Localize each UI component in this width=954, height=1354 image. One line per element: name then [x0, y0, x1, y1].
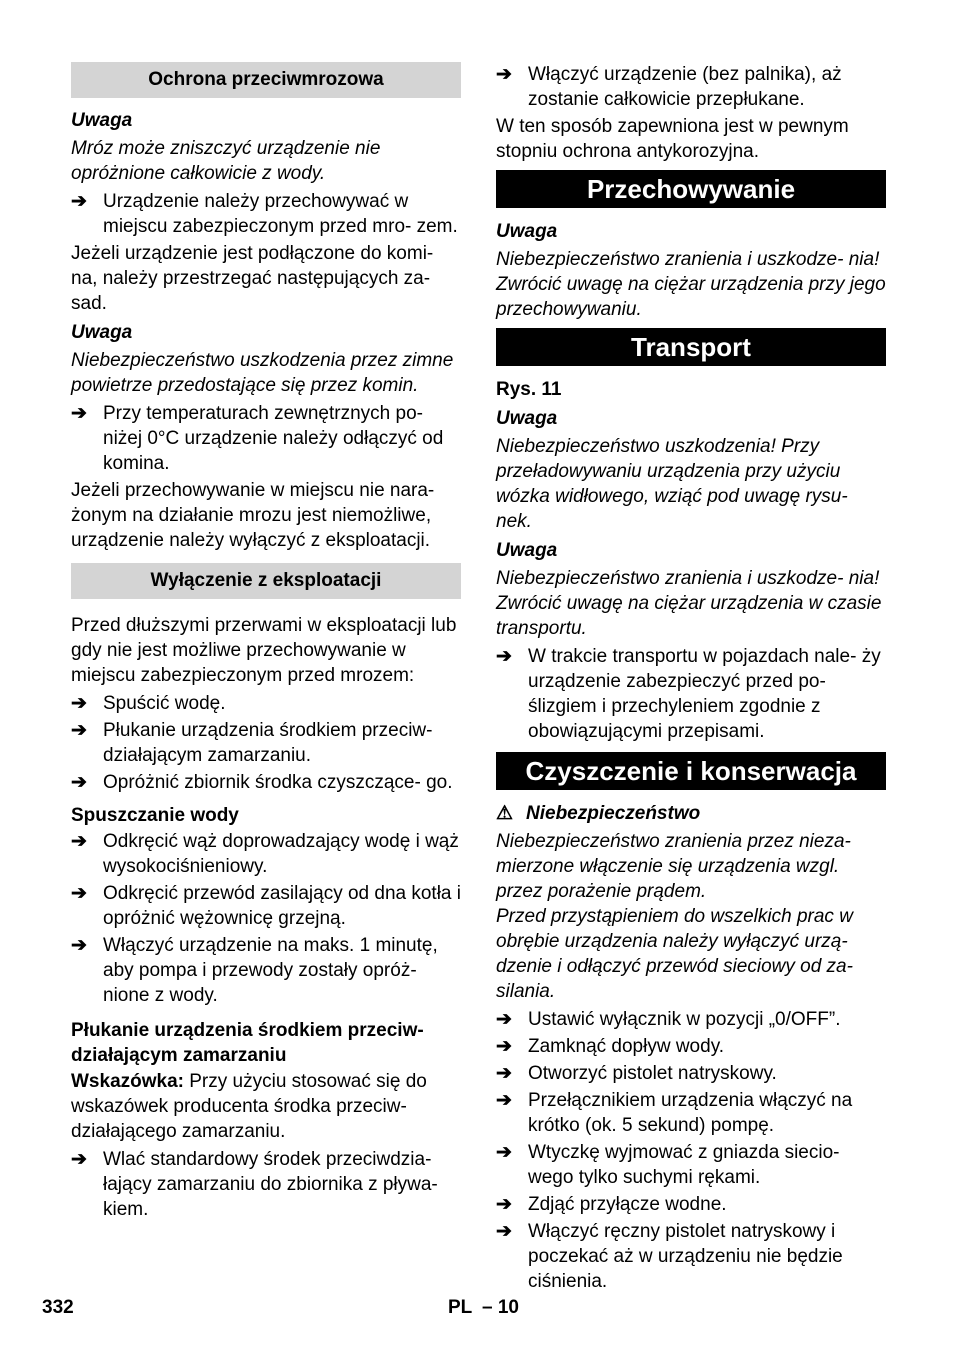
arrow-right-icon: ➔	[496, 1194, 512, 1215]
paragraph: Jeżeli przechowywanie w miejscu nie nara- żonym na działanie mrozu jest niemożliwe, urządzenie należy wyłączyć z eksploatacji.	[71, 480, 435, 551]
bullet-item: ➔ Przełącznikiem urządzenia włączyć na krótko (ok. 5 sekund) pompę.	[496, 1090, 853, 1136]
arrow-right-icon: ➔	[71, 693, 87, 714]
right-column	[496, 62, 886, 1296]
arrow-right-icon: ➔	[496, 1221, 512, 1242]
bullet-item: ➔ Płukanie urządzenia środkiem przeciw- działającym zamarzaniu.	[71, 720, 433, 766]
bullet-item: ➔ Wlać standardowy środek przeciwdzia- łający zamarzaniu do zbiornika z pływa- kiem.	[71, 1149, 438, 1220]
language-code: PL	[448, 1297, 473, 1318]
bullet-item: ➔ Włączyć ręczny pistolet natryskowy i poczekać aż w urządzeniu nie będzie ciśnienia.	[496, 1221, 843, 1292]
bullet-item: ➔ Zdjąć przyłącze wodne.	[496, 1194, 727, 1215]
section-heading-storage: Przechowywanie	[496, 170, 886, 208]
danger-text: Przed przystąpieniem do wszelkich prac w obrębie urządzenia należy wyłączyć urzą- dzenie i odłączyć przewód sieciowy od za- silania.	[496, 906, 853, 1002]
subheading-antifreeze-rinse: Płukanie urządzenia środkiem przeciw- działającym zamarzaniu	[71, 1020, 424, 1066]
danger-label: Niebezpieczeństwo	[526, 803, 701, 824]
arrow-right-icon: ➔	[71, 720, 87, 741]
bullet-item: ➔ Włączyć urządzenie na maks. 1 minutę, aby pompa i przewody zostały opróż- nione z wody.	[71, 935, 438, 1006]
caution-label: Uwaga	[71, 110, 133, 131]
section-heading-cleaning-maintenance: Czyszczenie i konserwacja	[496, 752, 886, 790]
arrow-right-icon: ➔	[496, 1090, 512, 1111]
figure-reference: Rys. 11	[496, 379, 562, 400]
bullet-item: ➔ Zamknąć dopływ wody.	[496, 1036, 725, 1057]
arrow-right-icon: ➔	[71, 1149, 87, 1170]
bullet-item: ➔ Włączyć urządzenie (bez palnika), aż zostanie całkowicie przepłukane.	[496, 64, 842, 110]
arrow-right-icon: ➔	[71, 191, 87, 212]
arrow-right-icon: ➔	[496, 1036, 512, 1057]
arrow-right-icon: ➔	[496, 1063, 512, 1084]
paragraph: W ten sposób zapewniona jest w pewnym stopniu ochrona antykorozyjna.	[496, 116, 849, 162]
section-heading-transport: Transport	[496, 328, 886, 366]
page-number: 332	[42, 1297, 74, 1318]
arrow-right-icon: ➔	[71, 883, 87, 904]
arrow-right-icon: ➔	[71, 403, 87, 424]
bullet-item: ➔ W trakcie transportu w pojazdach nale- ży urządzenie zabezpieczyć przed po- ślizgiem i przechyleniem zgodnie z obowiązującymi przepisami.	[496, 646, 881, 742]
bullet-item: ➔ Opróżnić zbiornik środka czyszczące- go.	[71, 772, 453, 793]
bullet-item: ➔ Ustawić wyłącznik w pozycji „0/OFF”.	[496, 1009, 841, 1030]
caution-label: Uwaga	[496, 221, 558, 242]
note-text: Przy użyciu stosować się do wskazówek producenta środka przeciw- działającego zamarzaniu.	[71, 1071, 427, 1142]
left-column	[71, 62, 461, 1224]
arrow-right-icon: ➔	[496, 1142, 512, 1163]
danger-label-row	[496, 801, 886, 826]
caution-label: Uwaga	[496, 408, 558, 429]
bullet-item: ➔ Spuścić wodę.	[71, 693, 226, 714]
arrow-right-icon: ➔	[71, 935, 87, 956]
arrow-right-icon: ➔	[496, 1009, 512, 1030]
paragraph: Przed dłuższymi przerwami w eksploatacji lub gdy nie jest możliwe przechowywanie w miejscu zabezpieczonym przed mrozem:	[71, 615, 457, 686]
section-heading-frost-protection: Ochrona przeciwmrozowa	[71, 62, 461, 98]
paragraph: Jeżeli urządzenie jest podłączone do komi- na, należy przestrzegać następujących za- sad.	[71, 243, 434, 314]
caution-text: Niebezpieczeństwo uszkodzenia! Przy przeładowywaniu urządzenia przy użyciu wózka widłowego, wziąć pod uwagę rysu- nek.	[496, 436, 848, 532]
arrow-right-icon: ➔	[496, 646, 512, 667]
bullet-item: ➔ Otworzyć pistolet natryskowy.	[496, 1063, 777, 1084]
bullet-item: ➔ Przy temperaturach zewnętrznych po- niżej 0°C urządzenie należy odłączyć od komina.	[71, 403, 444, 474]
section-heading-decommissioning: Wyłączenie z eksploatacji	[71, 563, 461, 599]
danger-text: Niebezpieczeństwo zranienia przez nieza- mierzone włączenie się urządzenia wzgl. przez porażenie prądem.	[496, 831, 851, 902]
caution-text: Niebezpieczeństwo zranienia i uszkodze- nia! Zwrócić uwagę na ciężar urządzenia przy jego przechowywaniu.	[496, 249, 886, 320]
sub-page-number: – 10	[482, 1297, 519, 1318]
warning-triangle-icon: ⚠	[496, 803, 514, 824]
note-paragraph	[71, 1069, 461, 1144]
caution-label: Uwaga	[71, 322, 133, 343]
bullet-item: ➔ Urządzenie należy przechowywać w miejscu zabezpieczonym przed mro- zem.	[71, 191, 458, 237]
caution-label: Uwaga	[496, 540, 558, 561]
arrow-right-icon: ➔	[71, 772, 87, 793]
caution-text: Niebezpieczeństwo zranienia i uszkodze- nia! Zwrócić uwagę na ciężar urządzenia w czasie transportu.	[496, 568, 882, 639]
note-label: Wskazówka:	[71, 1071, 184, 1092]
subheading-drain-water: Spuszczanie wody	[71, 805, 239, 826]
bullet-item: ➔ Odkręcić przewód zasilający od dna kotła i opróżnić wężownicę grzejną.	[71, 883, 462, 929]
arrow-right-icon: ➔	[496, 64, 512, 85]
caution-text: Mróz może zniszczyć urządzenie nie opróżnione całkowicie z wody.	[71, 138, 381, 184]
bullet-item: ➔ Wtyczkę wyjmować z gniazda siecio- wego tylko suchymi rękami.	[496, 1142, 840, 1188]
bullet-item: ➔ Odkręcić wąż doprowadzający wodę i wąż wysokociśnieniowy.	[71, 831, 459, 877]
caution-text: Niebezpieczeństwo uszkodzenia przez zimne powietrze przedostające się przez komin.	[71, 350, 454, 396]
arrow-right-icon: ➔	[71, 831, 87, 852]
